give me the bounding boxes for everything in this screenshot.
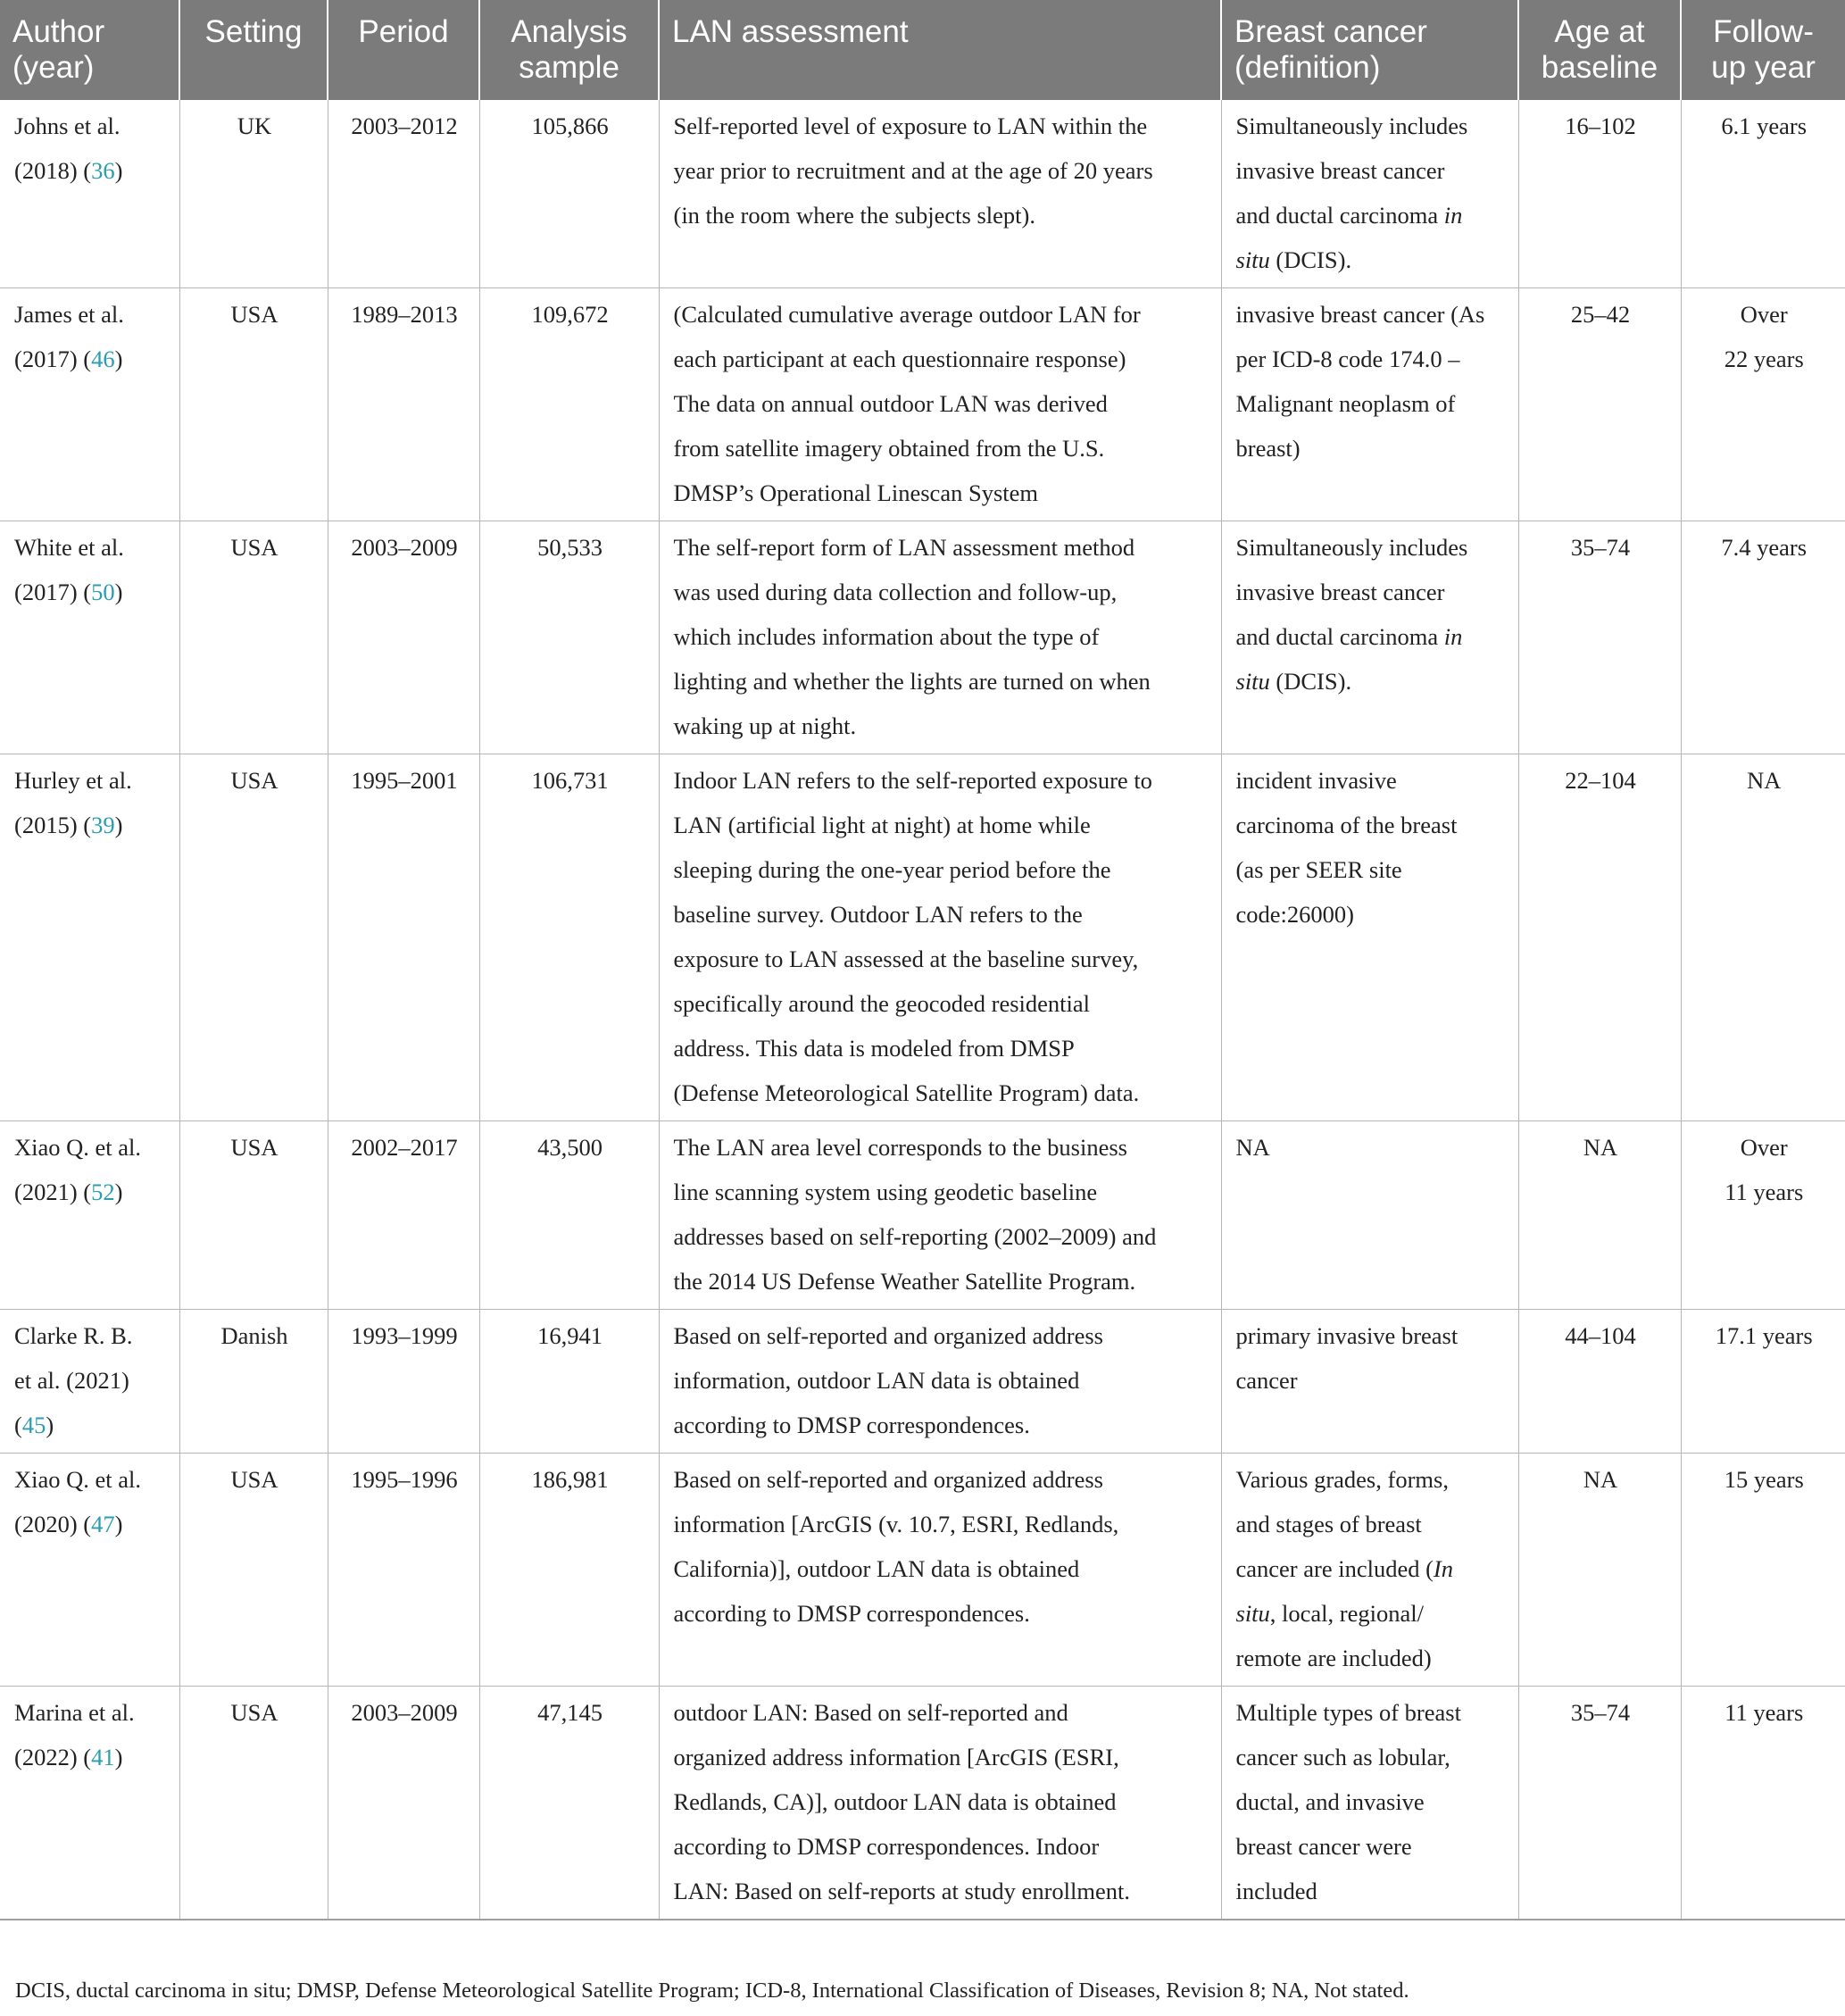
cell-period: 1995–2001 <box>328 754 479 1121</box>
cell-period: 2003–2009 <box>328 1687 479 1920</box>
cell-age: NA <box>1518 1454 1681 1687</box>
cell-cancer-definition: NA <box>1221 1121 1518 1310</box>
header-breast-cancer: Breast cancer (definition) <box>1221 0 1518 100</box>
cell-author: Hurley et al. (2015) (39) <box>0 754 179 1121</box>
cell-period: 1993–1999 <box>328 1310 479 1454</box>
reference-link[interactable]: 52 <box>91 1179 115 1205</box>
cell-age: 16–102 <box>1518 100 1681 288</box>
cell-sample: 50,533 <box>479 521 659 754</box>
table-row <box>0 1687 1845 1920</box>
cell-lan-assessment: (Calculated cumulative average outdoor LAN for each participant at each questionnaire response) The data on annual outdoor LAN was derived from satellite imagery obtained from the U.S. DMSP’s Operational Linescan System <box>659 288 1221 521</box>
cell-followup: 6.1 years <box>1681 100 1845 288</box>
cell-followup: 11 years <box>1681 1687 1845 1920</box>
cell-setting: USA <box>179 754 328 1121</box>
cell-cancer-definition: Various grades, forms, and stages of breast cancer are included (In situ, local, regional/ remote are included) <box>1221 1454 1518 1687</box>
cell-author: Xiao Q. et al. (2020) (47) <box>0 1454 179 1687</box>
cell-period: 2003–2009 <box>328 521 479 754</box>
reference-link[interactable]: 36 <box>91 157 115 184</box>
cell-age: NA <box>1518 1121 1681 1310</box>
header-age-at-baseline: Age at baseline <box>1518 0 1681 100</box>
table-row <box>0 521 1845 754</box>
cell-sample: 109,672 <box>479 288 659 521</box>
cell-followup: Over 22 years <box>1681 288 1845 521</box>
cell-setting: Danish <box>179 1310 328 1454</box>
reference-link[interactable]: 45 <box>21 1412 46 1438</box>
reference-link[interactable]: 39 <box>91 812 115 838</box>
table-row <box>0 288 1845 521</box>
header-analysis-sample: Analysis sample <box>479 0 659 100</box>
cell-period: 1995–1996 <box>328 1454 479 1687</box>
cell-lan-assessment: Based on self-reported and organized address information [ArcGIS (v. 10.7, ESRI, Redlands, California)], outdoor LAN data is obtained according to DMSP correspondences. <box>659 1454 1221 1687</box>
cell-age: 25–42 <box>1518 288 1681 521</box>
cell-lan-assessment: The self-report form of LAN assessment method was used during data collection and follow-up, which includes information about the type of lighting and whether the lights are turned on when waking up at night. <box>659 521 1221 754</box>
cell-age: 22–104 <box>1518 754 1681 1121</box>
header-author: Author (year) <box>0 0 179 100</box>
table-row <box>0 1310 1845 1454</box>
cell-lan-assessment: Indoor LAN refers to the self-reported exposure to LAN (artificial light at night) at home while sleeping during the one-year period before the baseline survey. Outdoor LAN refers to the exposure to LAN assessed at the baseline survey, specifically around the geocoded residential address. This data is modeled from DMSP (Defense Meteorological Satellite Program) data. <box>659 754 1221 1121</box>
cell-sample: 47,145 <box>479 1687 659 1920</box>
cell-sample: 43,500 <box>479 1121 659 1310</box>
cell-cancer-definition: invasive breast cancer (As per ICD-8 code 174.0 – Malignant neoplasm of breast) <box>1221 288 1518 521</box>
cell-cancer-definition: Multiple types of breast cancer such as lobular, ductal, and invasive breast cancer were included <box>1221 1687 1518 1920</box>
header-setting: Setting <box>179 0 328 100</box>
cell-lan-assessment: outdoor LAN: Based on self-reported and organized address information [ArcGIS (ESRI, Redlands, CA)], outdoor LAN data is obtained according to DMSP correspondences. Indoor LAN: Based on self-reports at study enrollment. <box>659 1687 1221 1920</box>
cell-author: Xiao Q. et al. (2021) (52) <box>0 1121 179 1310</box>
cell-author: White et al. (2017) (50) <box>0 521 179 754</box>
table-row <box>0 754 1845 1121</box>
cell-author: James et al. (2017) (46) <box>0 288 179 521</box>
table-footnote: DCIS, ductal carcinoma in situ; DMSP, Defense Meteorological Satellite Program; ICD-8, International Classification of Diseases, Revision 8; NA, Not stated. <box>15 1979 1409 2003</box>
cell-period: 1989–2013 <box>328 288 479 521</box>
header-follow-up-year: Follow- up year <box>1681 0 1845 100</box>
reference-link[interactable]: 46 <box>91 346 115 372</box>
cell-sample: 16,941 <box>479 1310 659 1454</box>
cell-period: 2003–2012 <box>328 100 479 288</box>
cell-followup: 17.1 years <box>1681 1310 1845 1454</box>
cell-sample: 105,866 <box>479 100 659 288</box>
cell-setting: USA <box>179 1687 328 1920</box>
table-row <box>0 1121 1845 1310</box>
cell-setting: USA <box>179 1454 328 1687</box>
cell-followup: 15 years <box>1681 1454 1845 1687</box>
cell-lan-assessment: The LAN area level corresponds to the business line scanning system using geodetic baseline addresses based on self-reporting (2002–2009) and the 2014 US Defense Weather Satellite Program. <box>659 1121 1221 1310</box>
cell-author: Johns et al. (2018) (36) <box>0 100 179 288</box>
reference-link[interactable]: 41 <box>91 1744 115 1770</box>
cell-cancer-definition: Simultaneously includes invasive breast cancer and ductal carcinoma in situ (DCIS). <box>1221 100 1518 288</box>
cell-setting: UK <box>179 100 328 288</box>
reference-link[interactable]: 50 <box>91 579 115 605</box>
table-row <box>0 1454 1845 1687</box>
cell-lan-assessment: Based on self-reported and organized address information, outdoor LAN data is obtained according to DMSP correspondences. <box>659 1310 1221 1454</box>
header-row <box>0 0 1845 100</box>
reference-link[interactable]: 47 <box>91 1511 115 1537</box>
header-period: Period <box>328 0 479 100</box>
cell-age: 35–74 <box>1518 1687 1681 1920</box>
cell-setting: USA <box>179 288 328 521</box>
cell-sample: 186,981 <box>479 1454 659 1687</box>
header-lan-assessment: LAN assessment <box>659 0 1221 100</box>
cell-author: Marina et al. (2022) (41) <box>0 1687 179 1920</box>
cell-followup: 7.4 years <box>1681 521 1845 754</box>
cell-age: 35–74 <box>1518 521 1681 754</box>
cell-setting: USA <box>179 521 328 754</box>
cell-cancer-definition: Simultaneously includes invasive breast cancer and ductal carcinoma in situ (DCIS). <box>1221 521 1518 754</box>
cell-sample: 106,731 <box>479 754 659 1121</box>
cell-followup: Over 11 years <box>1681 1121 1845 1310</box>
cell-cancer-definition: incident invasive carcinoma of the breast (as per SEER site code:26000) <box>1221 754 1518 1121</box>
cell-period: 2002–2017 <box>328 1121 479 1310</box>
cell-followup: NA <box>1681 754 1845 1121</box>
cell-cancer-definition: primary invasive breast cancer <box>1221 1310 1518 1454</box>
cell-age: 44–104 <box>1518 1310 1681 1454</box>
table-row <box>0 100 1845 288</box>
cell-lan-assessment: Self-reported level of exposure to LAN within the year prior to recruitment and at the age of 20 years (in the room where the subjects slept). <box>659 100 1221 288</box>
cell-setting: USA <box>179 1121 328 1310</box>
cell-author: Clarke R. B. et al. (2021) (45) <box>0 1310 179 1454</box>
